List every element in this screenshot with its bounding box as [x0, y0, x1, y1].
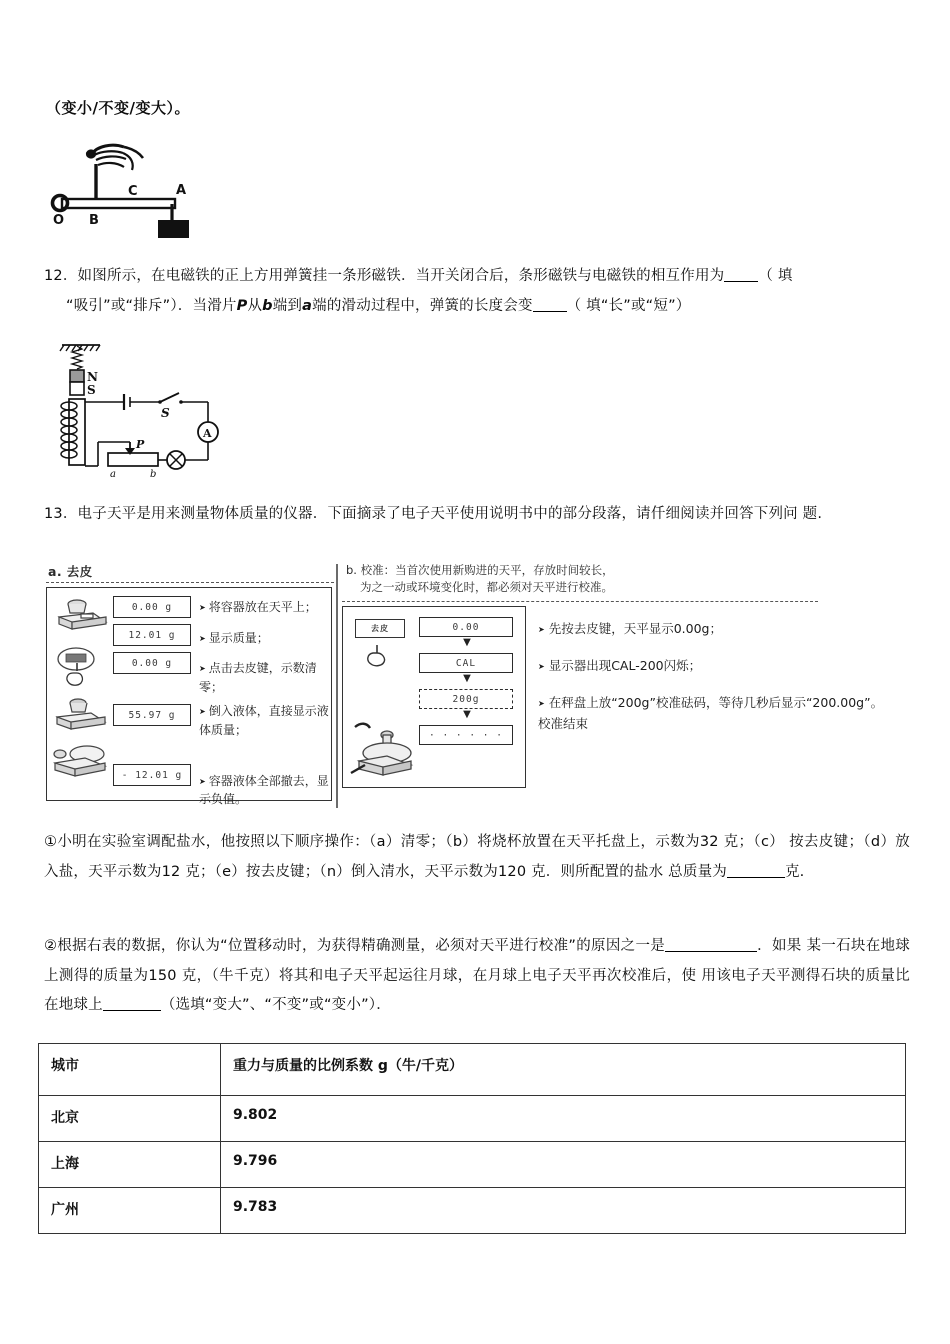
label-ammeter-A: A [203, 427, 212, 440]
question-12-number: 12 [44, 268, 63, 284]
sub2-line-3-a: 用该电子天平测得石块的质量比在地球上 [44, 967, 910, 1014]
table-cell-city: 北京 [39, 1096, 221, 1142]
label-slider-P: P [136, 438, 145, 451]
label-S: S [87, 383, 96, 397]
answer-blank[interactable] [665, 951, 757, 952]
q12-l2-b: 从 [247, 297, 263, 314]
pressing-finger-icon [363, 641, 397, 671]
table-header-city: 城市 [39, 1044, 221, 1096]
manual-left-bullets [199, 594, 329, 815]
sub1-line-3-a: 总质量为 [668, 863, 727, 880]
manual-left-bullet-5: ➤ 容器液体全部撤去，显示负值。 [199, 772, 329, 809]
electromagnet-circuit-svg [48, 338, 248, 480]
label-N: N [87, 370, 98, 384]
calib-lcd-2: CAL [419, 653, 513, 673]
lcd-display-4: 55.97 g [113, 704, 191, 726]
calib-lcd-3: 200g [419, 689, 513, 709]
manual-left-heading: a. 去皮 [48, 564, 93, 579]
sub2-line-1 [44, 938, 802, 954]
question-12-line-1-text: ．如图所示，在电磁铁的正上方用弹簧挂一条形磁铁．当开关闭合后，条形磁铁与电磁铁的相互作用为 [62, 268, 725, 284]
balance-manual-figure [46, 562, 908, 810]
q12-l2-tail: （ 填“长”或“短”） [566, 297, 691, 314]
lever-figure [44, 134, 234, 238]
lcd-display-1: 0.00 g [113, 596, 191, 618]
sub2-line-1-a: 根据右表的数据，你认为“位置移动时，为获得精确测量，必须对天平进行校准”的原因之一是 [57, 938, 666, 954]
answer-blank[interactable] [727, 877, 785, 878]
manual-right-heading-line-1: b. 校准：当首次使用新购进的天平，存放时间较长， [346, 563, 614, 577]
lever-figure-svg [44, 134, 234, 238]
q12-var-a: a [302, 297, 313, 314]
fragment-top-text: （变小/不变/变大）。 [46, 99, 190, 117]
table-header-coefficient: 重力与质量的比例系数 g（牛/千克） [221, 1044, 906, 1096]
table-row [39, 1188, 906, 1234]
weight-block [158, 220, 189, 238]
table-cell-city: 广州 [39, 1188, 221, 1234]
sub-question-1 [44, 828, 910, 887]
sub1-line-3-b: 克. [784, 863, 805, 880]
lever-label-B: B [89, 213, 99, 228]
sub1-line-2: 按去皮键；（d）放入盐，天平示数为12 克；（e）按去皮键；（n）倒入清水，天平示数为120 克．则所配置的盐水 [44, 834, 910, 880]
label-switch-S: S [161, 406, 170, 420]
table-row [39, 1142, 906, 1188]
manual-right-heading [346, 562, 908, 595]
arrow-down-3: ▼ [463, 709, 471, 721]
table-cell-g: 9.783 [221, 1188, 906, 1234]
question-12-line-2 [44, 292, 910, 322]
sub2-marker: ② [44, 938, 58, 954]
question-12-line-1-tail: （ 填 [758, 268, 793, 284]
label-terminal-b: b [150, 469, 157, 480]
manual-left-bullet-3: ➤ 点击去皮键，示数清零； [199, 659, 329, 696]
balance-with-beaker-icon [59, 600, 106, 629]
question-13-number: 13 [44, 506, 63, 522]
electromagnet-circuit-figure [48, 338, 248, 480]
rheostat-body [108, 453, 158, 466]
sub2-line-2: 某一石块在地球上测得的质量为150 克，（牛千克）将其和电子天平起运往月球，在月球上电子天平再次校准后，使 [44, 938, 911, 984]
lcd-display-3: 0.00 g [113, 652, 191, 674]
table-cell-g: 9.796 [221, 1142, 906, 1188]
manual-vertical-divider [336, 564, 338, 808]
lever-label-C: C [128, 184, 138, 199]
calib-lcd-1: 0.00 [419, 617, 513, 637]
manual-right-bullet-2: ➤ 显示器出现CAL-200闪烁； [538, 657, 898, 676]
table-row [39, 1096, 906, 1142]
answer-blank[interactable] [103, 1010, 161, 1011]
q12-var-P: P [236, 297, 248, 314]
magnet-north-pole [70, 370, 84, 382]
table-cell-city: 上海 [39, 1142, 221, 1188]
manual-right-panel [342, 562, 908, 810]
magnet-south-pole [70, 382, 84, 395]
question-13-line-2: 题. [802, 506, 823, 522]
question-12 [44, 262, 910, 321]
q12-l2-d: 端的滑动过程中，弹簧的长度会变 [312, 297, 533, 314]
answer-blank[interactable] [533, 311, 567, 312]
q12-l2-a: “吸引”或“排斥”）．当滑片 [66, 297, 237, 314]
label-terminal-a: a [110, 469, 116, 480]
lcd-display-5: - 12.01 g [113, 764, 191, 786]
manual-right-bullets [538, 620, 898, 751]
manual-right-dashrule [342, 601, 818, 602]
lever-label-A: A [176, 183, 187, 198]
manual-right-box [342, 606, 526, 788]
question-13 [44, 500, 910, 530]
manual-right-bullet-1: ➤ 先按去皮键，天平显示0.00g； [538, 620, 898, 639]
sub1-line-1-text: 小明在实验室调配盐水，他按照以下顺序操作：（a）清零；（b）将烧杯放置在天平托盘上，示数为32 克；（c） [57, 834, 785, 850]
lever-bar [62, 199, 175, 208]
manual-left-illustrations [51, 591, 111, 797]
arrow-down-2: ▼ [463, 673, 471, 685]
question-12-line-1 [44, 262, 910, 292]
manual-right-bullet-3: ➤ 在秤盘上放“200g”校准砝码，等待几秒后显示“200.00g”。 [538, 694, 898, 713]
tare-key-button[interactable]: 去皮 [355, 619, 405, 638]
tare-key-finger-icon [58, 648, 94, 685]
arrow-down-1: ▼ [463, 637, 471, 649]
manual-right-heading-line-2: 为之一动或环境变化时，都必须对天平进行校准。 [360, 579, 613, 594]
lever-label-O: O [53, 213, 65, 228]
question-13-line-1-text: ．电子天平是用来测量物体质量的仪器．下面摘录了电子天平使用说明书中的部分段落，请仟细阅读并回答下列问 [62, 506, 798, 522]
manual-left-dashrule [46, 582, 334, 583]
switch-blade [160, 393, 179, 402]
manual-left-bullet-1: ➤ 将容器放在天平上； [199, 598, 329, 617]
manual-left-bullet-2: ➤ 显示质量； [199, 629, 329, 648]
question-13-line-1 [44, 506, 798, 522]
balance-empty-pan-icon [54, 746, 105, 776]
sub2-line-3-b: （选填“变大”、“不变”或“变小”）． [160, 997, 391, 1014]
sub-question-2 [44, 932, 910, 1021]
manual-left-bullet-4: ➤ 倒入液体，直接显示液体质量； [199, 702, 329, 739]
table-header-row [39, 1044, 906, 1096]
answer-blank[interactable] [724, 281, 758, 282]
manual-left-panel [46, 562, 334, 810]
table-cell-g: 9.802 [221, 1096, 906, 1142]
sub1-line-3 [668, 864, 804, 880]
q12-var-b: b [262, 297, 273, 314]
calib-lcd-4: · · · · · · [419, 725, 513, 745]
sub1-marker: ① [44, 834, 58, 850]
manual-right-body [342, 606, 908, 792]
gravity-coefficient-table [38, 1043, 906, 1234]
sub2-line-1-b: ．如果 [757, 938, 802, 954]
sub1-line-1 [44, 834, 784, 850]
lcd-display-2: 12.01 g [113, 624, 191, 646]
balance-pouring-icon [57, 699, 105, 729]
q12-l2-c: 端到 [272, 297, 303, 314]
manual-right-footer: 校准结束 [538, 715, 589, 731]
manual-left-box [46, 587, 332, 807]
